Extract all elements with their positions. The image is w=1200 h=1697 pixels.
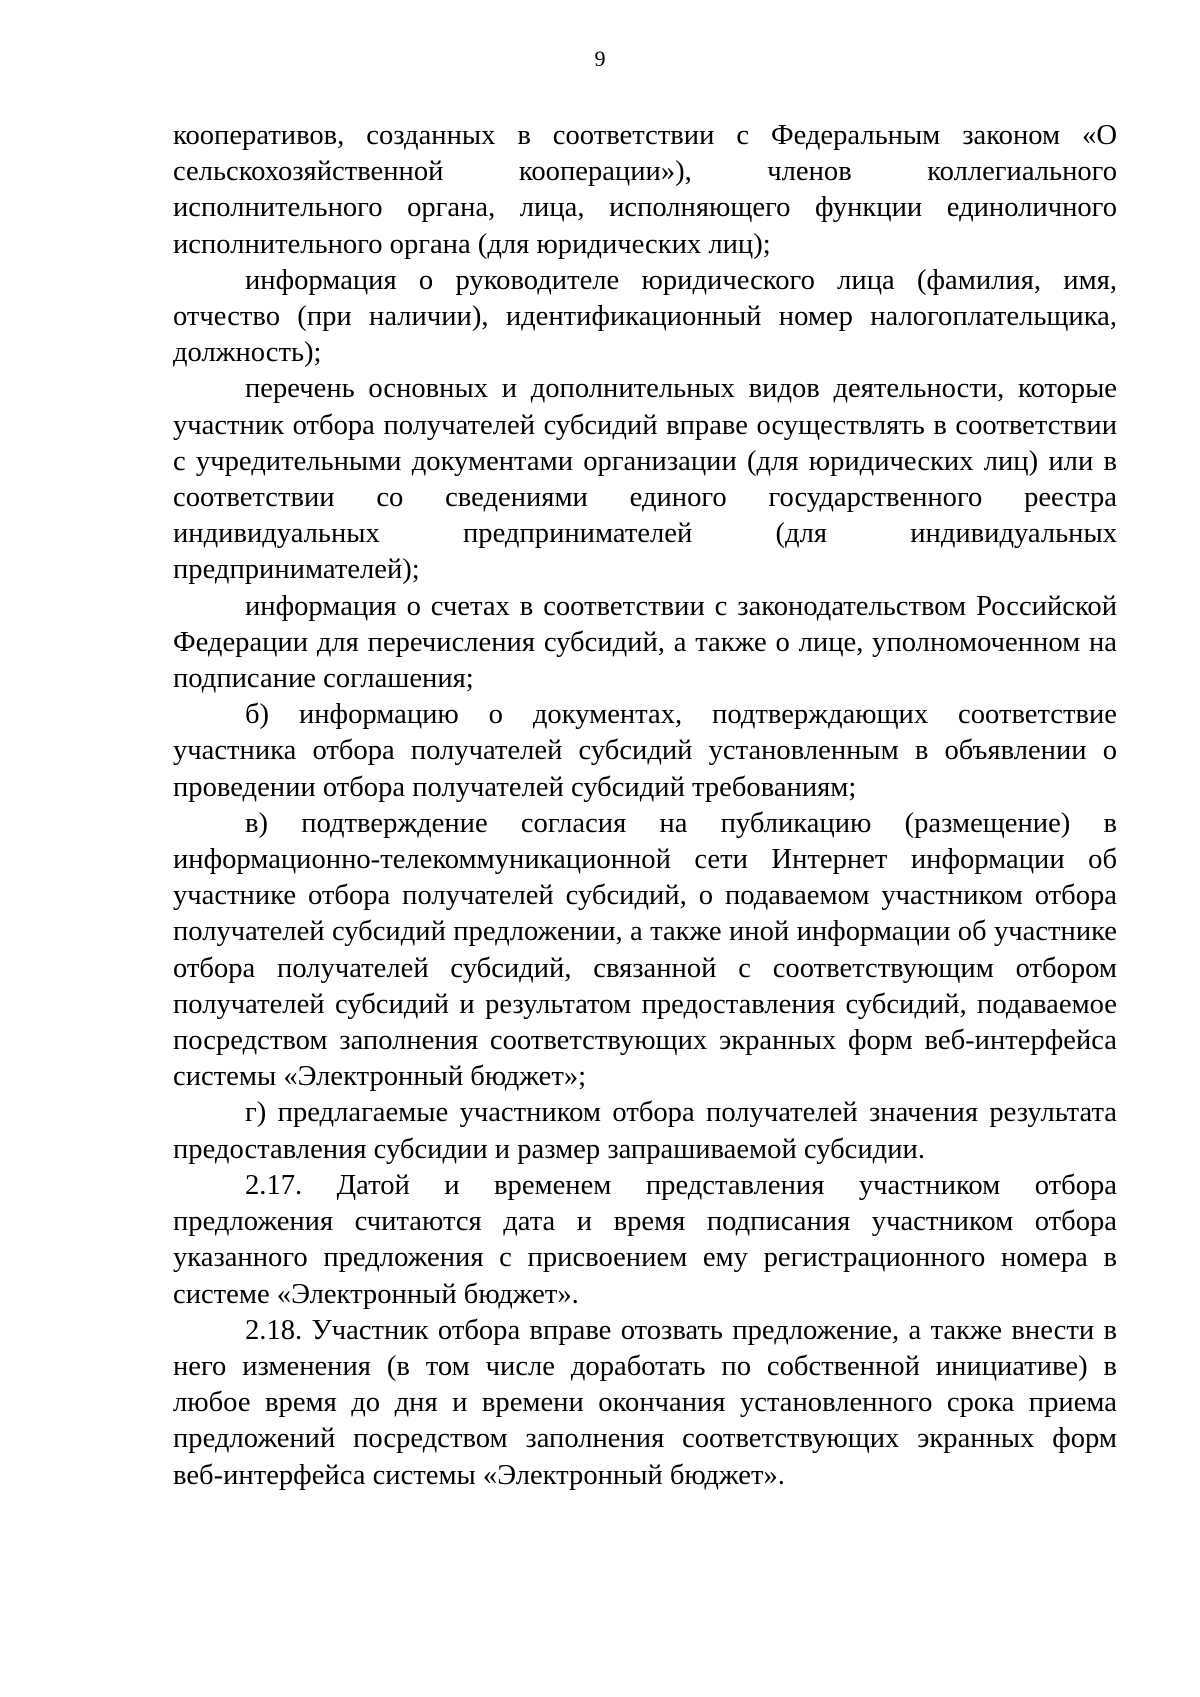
- paragraph-9: 2.18. Участник отбора вправе отозвать предложение, а также внести в него изменения (в том числе доработать по собственной инициативе) в любое время до дня и времени окончания установленного срока приема предложений посредством заполнения соответствующих экранных форм веб-интерфейса системы «Электронный бюджет».: [173, 1314, 1117, 1491]
- paragraph-2: информация о руководителе юридического лица (фамилия, имя, отчество (при наличии), идентификационный номер налогоплательщика, должность);: [173, 264, 1117, 369]
- paragraph-7: г) предлагаемые участником отбора получателей значения результата предоставления субсидии и размер запрашиваемой субсидии.: [173, 1097, 1117, 1165]
- paragraph-6: в) подтверждение согласия на публикацию (размещение) в информационно-телекоммуникационной сети Интернет информации об участнике отбора получателей субсидий, о подаваемом участником отбора получателей субсидий предложении, а также иной информации об участнике отбора получателей субсидий, связанной с соответствующим отбором получателей субсидий и результатом предоставления субсидий, подаваемое посредством заполнения соответствующих экранных форм веб-интерфейса системы «Электронный бюджет»;: [173, 807, 1117, 1093]
- paragraph-1: кооперативов, созданных в соответствии с Федеральным законом «О сельскохозяйственной кооперации»), членов коллегиального исполнительного органа, лица, исполняющего функции единоличного исполнительного органа (для юридических лиц);: [173, 120, 1117, 260]
- paragraph-4: информация о счетах в соответствии с законодательством Российской Федерации для перечисления субсидий, а также о лице, уполномоченном на подписание соглашения;: [173, 590, 1117, 695]
- paragraph-3: перечень основных и дополнительных видов деятельности, которые участник отбора получателей субсидий вправе осуществлять в соответствии с учредительными документами организации (для юридических лиц) или в соответствии со сведениями единого государственного реестра индивидуальных предпринимателей (для индивидуальных предпринимателей);: [173, 373, 1117, 586]
- page-number: 9: [594, 46, 606, 71]
- document-body: [173, 118, 1117, 1494]
- paragraph-5: б) информацию о документах, подтверждающих соответствие участника отбора получателей субсидий установленным в объявлении о проведении отбора получателей субсидий требованиям;: [173, 699, 1117, 803]
- paragraph-8: 2.17. Датой и временем представления участником отбора предложения считаются дата и время подписания участником отбора указанного предложения с присвоением ему регистрационного номера в системе «Электронный бюджет».: [173, 1169, 1117, 1310]
